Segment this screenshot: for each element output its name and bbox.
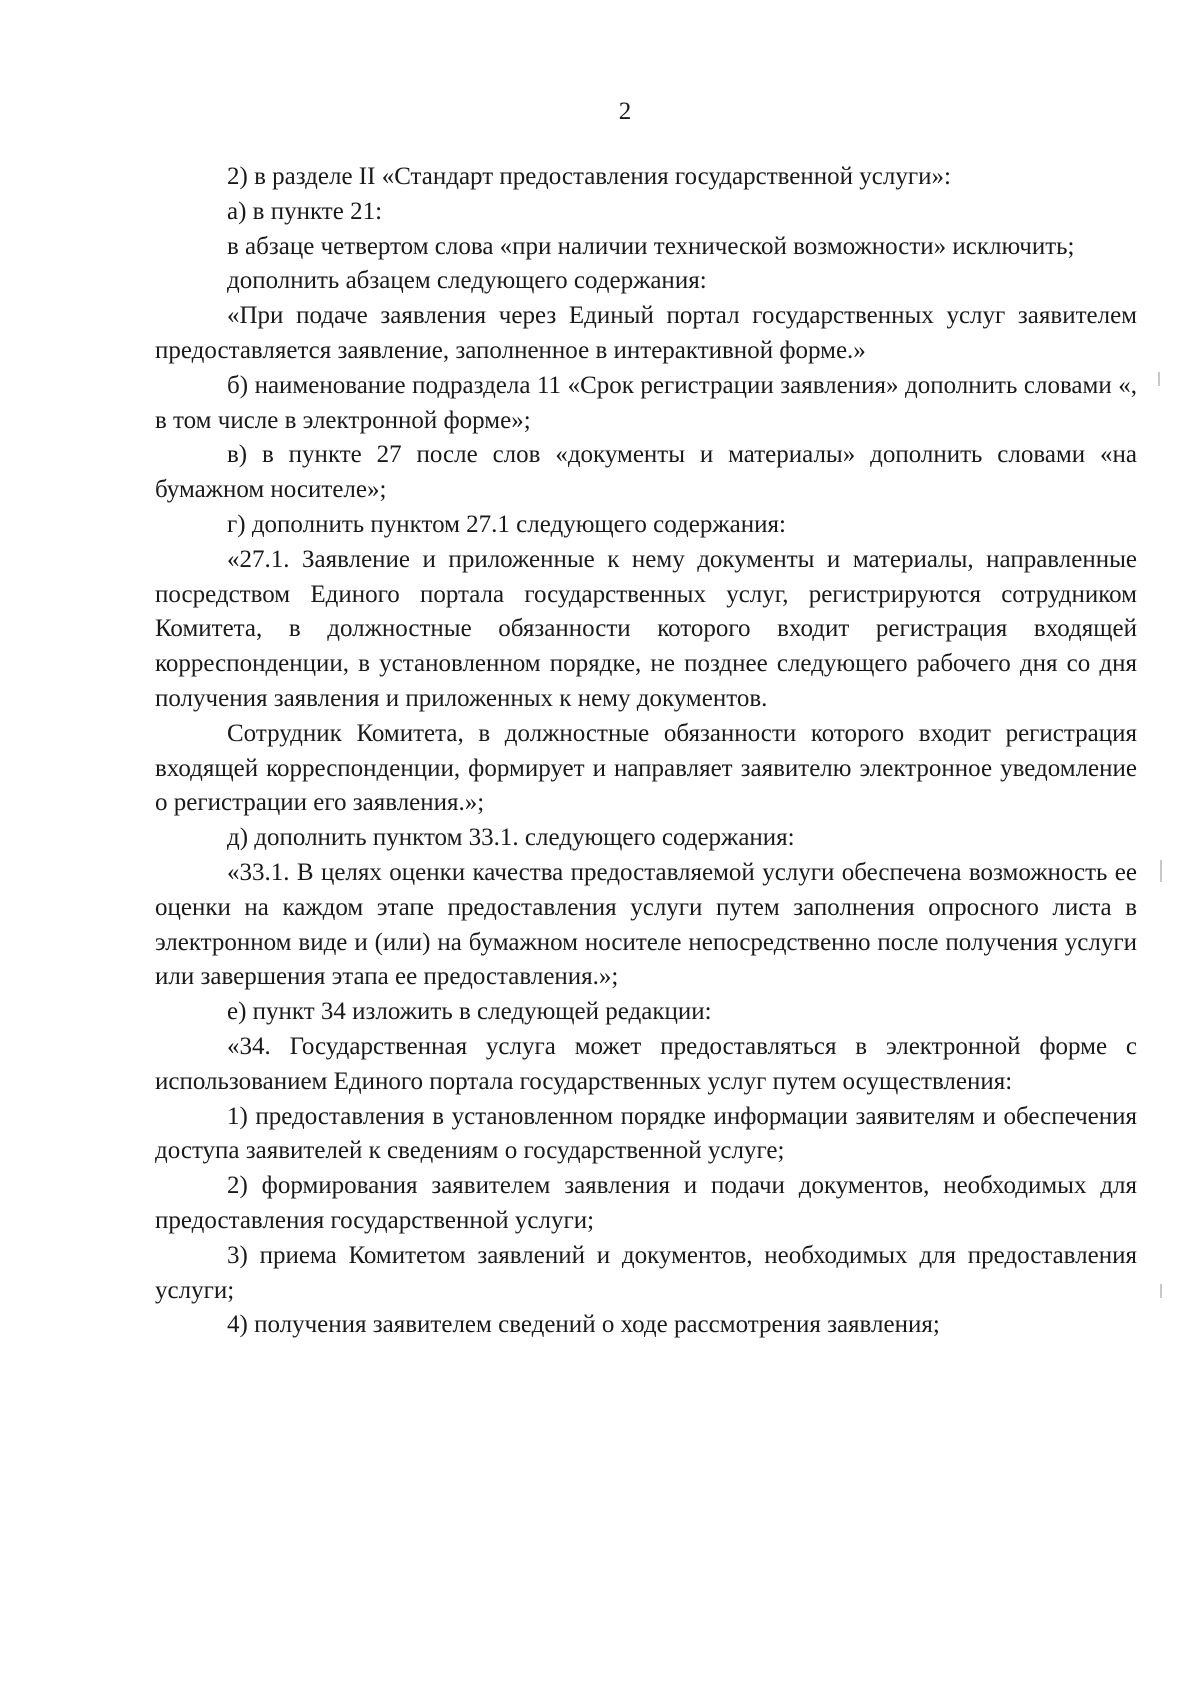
paragraph-employee-notification: Сотрудник Комитета, в должностные обязанности которого входит регистрация входящей корреспонденции, формирует и направляет заявителю электронное уведомление о регистрации его заявления.»; (155, 719, 1137, 817)
scan-margin-mark (1158, 372, 1160, 386)
paragraph-item-b: б) наименование подраздела 11 «Срок регистрации заявления» дополнить словами «, в том числе в электронной форме»; (155, 371, 1137, 434)
page-number: 2 (618, 98, 632, 125)
list-item-3: 3) приема Комитетом заявлений и документов, необходимых для предоставления услуги; (155, 1241, 1137, 1304)
paragraph-item-g: г) дополнить пунктом 27.1 следующего содержания: (227, 510, 786, 538)
document-body (155, 160, 1137, 1343)
paragraph-section-2: 2) в разделе II «Стандарт предоставления государственной услуги»: (227, 163, 951, 190)
paragraph-exclude-words: в абзаце четвертом слова «при наличии технической возможности» исключить; (227, 232, 1075, 260)
paragraph-item-e: е) пункт 34 изложить в следующей редакции: (227, 998, 712, 1026)
paragraph-add-abzac: дополнить абзацем следующего содержания: (227, 267, 707, 295)
list-item-1: 1) предоставления в установленном порядке информации заявителям и обеспечения доступа заявителей к сведениям о государственной услуге; (155, 1102, 1137, 1165)
paragraph-item-a: а) в пункте 21: (227, 197, 383, 225)
scan-margin-mark (1160, 860, 1162, 882)
paragraph-portal-application: «При подаче заявления через Единый портал государственных услуг заявителем предоставляется заявление, заполненное в интерактивной форме.» (155, 302, 1137, 364)
paragraph-point-33-1: «33.1. В целях оценки качества предоставляемой услуги обеспечена возможность ее оценки на каждом этапе предоставления услуги путем заполнения опросного листа в электронном виде и (или) на бумажном носителе непосредственно после получения услуги или завершения этапа ее предоставления.»; (155, 858, 1137, 991)
scan-margin-mark (1160, 1284, 1162, 1298)
paragraph-item-d: д) дополнить пунктом 33.1. следующего содержания: (227, 824, 795, 852)
paragraph-item-v: в) в пункте 27 после слов «документы и материалы» дополнить словами «на бумажном носителе»; (155, 441, 1137, 504)
list-item-2: 2) формирования заявителем заявления и подачи документов, необходимых для предоставления государственной услуги; (155, 1172, 1137, 1234)
paragraph-point-27-1: «27.1. Заявление и приложенные к нему документы и материалы, направленные посредством Единого портала государственных услуг, регистрируются сотрудником Комитета, в должностные обязанности которого входит регистрация входящей корреспонденции, в установленном порядке, не позднее следующего рабочего дня со дня получения заявления и приложенных к нему документов. (155, 545, 1137, 712)
list-item-4: 4) получения заявителем сведений о ходе рассмотрения заявления; (227, 1311, 940, 1339)
paragraph-point-34: «34. Государственная услуга может предоставляться в электронной форме с использованием Единого портала государственных услуг путем осуществления: (155, 1032, 1137, 1095)
